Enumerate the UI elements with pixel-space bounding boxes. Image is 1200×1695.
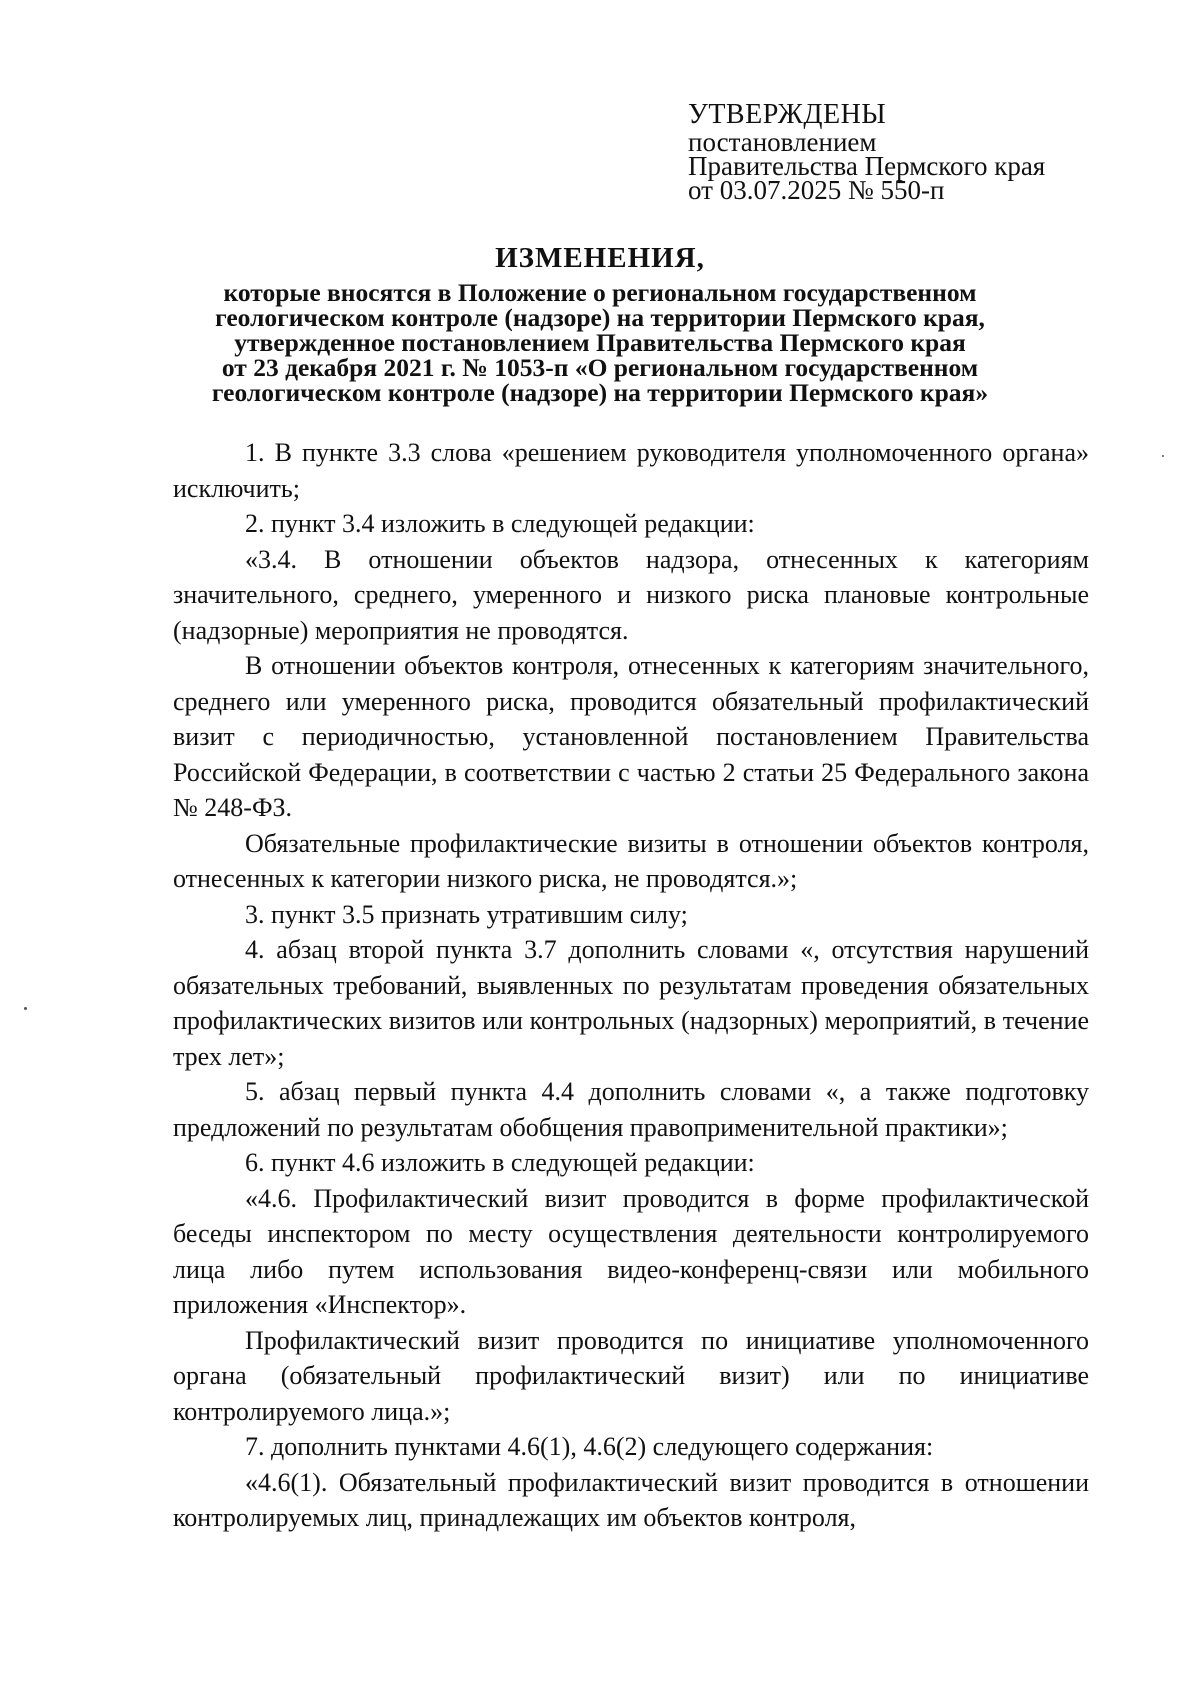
paragraph: «4.6. Профилактический визит проводится в форме профилактической беседы инспектором по месту осуществления деятельности контролируемого лица либо путем использования видео-конференц-связи или мобильного приложения «Инспектор». — [173, 1183, 1089, 1319]
subtitle-line: от 23 декабря 2021 г. № 1053-п «О региональном государственном — [221, 353, 979, 382]
subtitle-line: геологическом контроле (надзоре) на территории Пермского края» — [211, 378, 989, 407]
scan-speck — [1162, 455, 1164, 457]
approval-line: от 03.07.2025 № 550-п — [688, 175, 945, 205]
document-title: ИЗМЕНЕНИЯ, — [495, 242, 705, 274]
paragraph: Профилактический визит проводится по инициативе уполномоченного органа (обязательный профилактический визит) или по инициативе контролируемого лица.»; — [173, 1325, 1089, 1426]
paragraph: 2. пункт 3.4 изложить в следующей редакции: — [245, 509, 755, 538]
approval-title: УТВЕРЖДЕНЫ — [688, 99, 887, 130]
paragraph: 6. пункт 4.6 изложить в следующей редакции: — [245, 1148, 755, 1177]
paragraph: 1. В пункте 3.3 слова «решением руководителя уполномоченного органа» исключить; — [173, 438, 1089, 503]
approval-line: постановлением — [688, 127, 877, 157]
approval-stamp — [688, 99, 1108, 205]
paragraph: 3. пункт 3.5 признать утратившим силу; — [245, 899, 688, 929]
paragraph: 4. абзац второй пункта 3.7 дополнить словами «, отсутствия нарушений обязательных требований, выявленных по результатам проведения обязательных профилактических визитов или контрольных (надзорных) мероприятий, в течение трех лет»; — [173, 935, 1089, 1071]
document-body — [173, 435, 1089, 1536]
paragraph: В отношении объектов контроля, отнесенных к категориям значительного, среднего или умеренного риска, проводится обязательный профилактический визит с периодичностью, установленной постановлением Правительства Российской Федерации, в соответствии с частью 2 статьи 25 Федерального закона № 248-ФЗ. — [173, 651, 1089, 822]
paragraph: Обязательные профилактические визиты в отношении объектов контроля, отнесенных к категории низкого риска, не проводятся.»; — [173, 828, 1089, 893]
document-subtitle — [150, 280, 1050, 405]
approval-line: Правительства Пермского края — [688, 151, 1046, 181]
paragraph: «3.4. В отношении объектов надзора, отнесенных к категориям значительного, среднего, умеренного и низкого риска плановые контрольные (надзорные) мероприятия не проводятся. — [173, 544, 1089, 645]
subtitle-line: утвержденное постановлением Правительства Пермского края — [234, 328, 966, 357]
paragraph: «4.6(1). Обязательный профилактический визит проводится в отношении контролируемых лиц, принадлежащих им объектов контроля, — [173, 1467, 1089, 1532]
paragraph: 5. абзац первый пункта 4.4 дополнить словами «, а также подготовку предложений по результатам обобщения правоприменительной практики»; — [173, 1077, 1089, 1142]
paragraph: 7. дополнить пунктами 4.6(1), 4.6(2) следующего содержания: — [245, 1432, 934, 1461]
scan-speck — [24, 1007, 27, 1010]
subtitle-line: которые вносятся в Положение о региональном государственном — [223, 278, 977, 307]
subtitle-line: геологическом контроле (надзоре) на территории Пермского края, — [215, 303, 985, 332]
